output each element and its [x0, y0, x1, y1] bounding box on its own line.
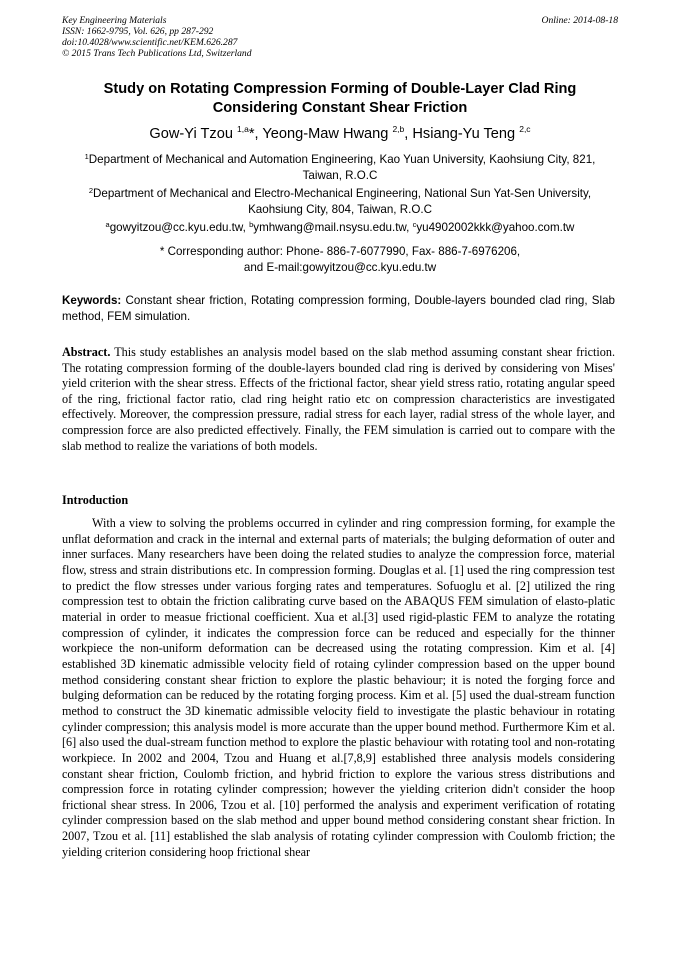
email-c-sup: c [412, 220, 417, 229]
author-1-name: Gow-Yi Tzou [149, 126, 238, 142]
affiliation-1-line-2: Taiwan, R.O.C [302, 168, 378, 182]
title-line-2: Considering Constant Shear Friction [212, 99, 468, 116]
author-3-sup: 2,c [519, 124, 531, 134]
email-a[interactable]: gowyitzou@cc.kyu.edu.tw, [109, 221, 250, 234]
corresponding-author [62, 244, 618, 275]
email-a-sup: a [105, 220, 110, 229]
author-2-sup: 2,b [392, 124, 405, 134]
author-3-name: Hsiang-Yu Teng [412, 126, 520, 142]
author-separator: , [404, 126, 413, 142]
author-2-name: Yeong-Maw Hwang [262, 126, 393, 142]
journal-doi: doi:10.4028/www.scientific.net/KEM.626.287 [62, 37, 238, 48]
keywords-text: Constant shear friction, Rotating compression forming, Double-layers bounded clad ring, Slab method, FEM simulation. [62, 294, 615, 323]
keywords-label: Keywords: [62, 294, 122, 307]
affiliation-1 [62, 152, 618, 183]
introduction-paragraph: With a view to solving the problems occurred in cylinder and ring compression forming, for example the unflat deformation and crack in the internal and external parts of materials; the bulging deformation of outer and inner surfaces. Many researchers have been doing the related studies to analyze the compression force, material flow, stress and strain distributions etc. In compression forming. Douglas et al. [1] used the ring compression test to predict the flow stresses under various forging rates and temperatures. Sofuoglu et al. [2] utilized the ring compression test to obtain the friction calibrating curve based on the ABAQUS FEM simulation of elasto-platic material in order to measue frictional coefficient. Xua et al.[3] used rigid-plastic FEM to analyze the rotating compression of cylinder, it indicates the compression force can be reduced and especially for the thinner workpiece the non-uniform deformation can be decreased using the rotating compression. Kim et al. [4] established 3D kinematic admissible velocity field of rotaing cylinder compression based on the upper bound method considering constant shear friction to explore the plastic behaviour; it is noted the forging force and bulging deformation can be reduced by the rotating forging process. Kim et al. [5] used the dual-stream function method to construct the 3D kinematic admissible velocity field to investigate the plastic behaviour in rotating cylinder compression; this analysis model is more accurate than the upper bound method. Furthermore Kim et al. [6] also used the dual-stream function method to explore the plastic behaviour with rotating tool and non-rotating workpiece. In 2002 and 2004, Tzou and Huang et al.[7,8,9] established three analysis models considering constant shear friction, Coulomb friction, and hybrid friction to explore the various stress distributions and compression force in rotating cylinder compression; however the yielding criterion didn't consider the hoop frictional shear stress. In 2006, Tzou et al. [10] performed the analysis and experiment verification of rotating cylinder compression based on the slab method and upper bound method considering constant shear friction. In 2007, Tzou et al. [11] established the slab analysis of rotating cylinder compression with Coulomb friction; the yielding criterion considering hoop frictional shear [62, 516, 615, 859]
author-1-sup: 1,a [237, 124, 249, 134]
affiliation-2 [62, 186, 618, 217]
journal-header [62, 15, 618, 59]
email-c[interactable]: yu4902002kkk@yahoo.com.tw [416, 221, 575, 234]
author-1-star: *, [248, 126, 263, 142]
affiliation-2-sup: 2 [88, 186, 93, 195]
email-list [62, 220, 618, 236]
affiliation-2-line-1: Department of Mechanical and Electro-Mechanical Engineering, National Sun Yat-Sen University, [93, 187, 592, 200]
journal-name: Key Engineering Materials [62, 15, 167, 26]
affiliation-2-line-2: Kaohsiung City, 804, Taiwan, R.O.C [248, 202, 432, 216]
corresponding-line-2: and E-mail:gowyitzou@cc.kyu.edu.tw [243, 260, 437, 274]
email-b[interactable]: ymhwang@mail.nsysu.edu.tw, [253, 221, 413, 234]
author-list [62, 125, 618, 143]
corresponding-line-1: * Corresponding author: Phone- 886-7-6077990, Fax- 886-7-6976206, [159, 245, 521, 258]
email-b-sup: b [249, 220, 254, 229]
affiliation-1-sup: 1 [84, 152, 89, 161]
keywords-section [62, 293, 615, 324]
affiliation-1-line-1: Department of Mechanical and Automation Engineering, Kao Yuan University, Kaohsiung City, 821, [88, 153, 596, 166]
title-line-1: Study on Rotating Compression Forming of Double-Layer Clad Ring [103, 81, 577, 97]
abstract-text: This study establishes an analysis model based on the slab method assuming constant shear friction. The rotating compression forming of the double-layers bounded clad ring is derived by considering von Mises' yield criterion with the shear stress. Effects of the frictional factor, shear yield stress ratio, rotating angular speed of the ring, frictional factor ratio, clad ring height ratio etc on compression characteristics are investigated effectively. Moreover, the compression pressure, radial stress for each layer, radial stress of the whole layer, and compression force are also predicted effectively. Finally, the FEM simulation is carried out to compare with the slab method to realize the variations of both models. [62, 345, 615, 453]
journal-copyright: © 2015 Trans Tech Publications Ltd, Switzerland [62, 48, 252, 59]
abstract-section [62, 345, 615, 454]
paper-title [62, 80, 618, 117]
journal-issn: ISSN: 1662-9795, Vol. 626, pp 287-292 [62, 26, 214, 37]
online-date: Online: 2014-08-18 [541, 15, 618, 26]
abstract-label: Abstract. [62, 345, 111, 359]
introduction-heading: Introduction [62, 493, 129, 507]
